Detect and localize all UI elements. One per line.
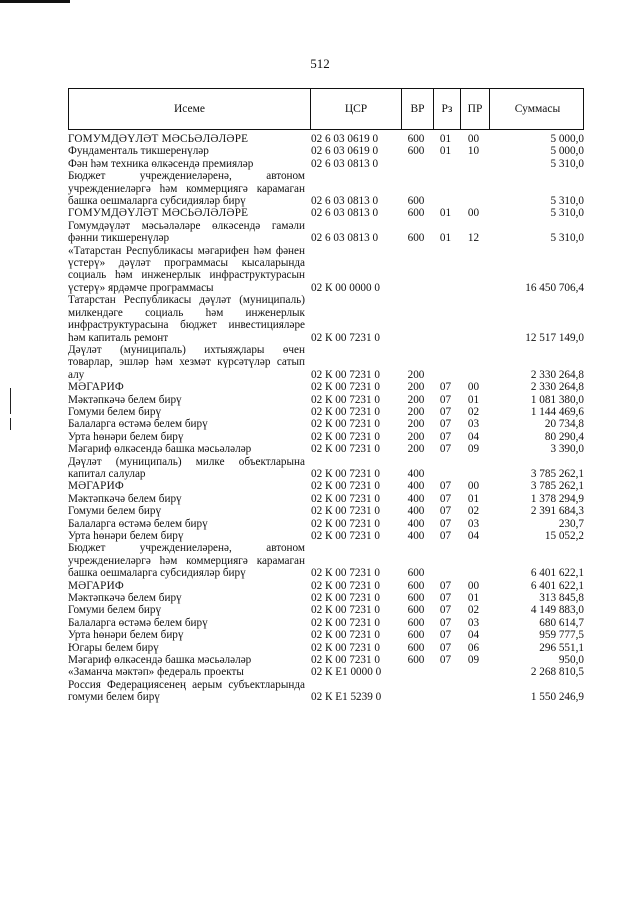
row-rz-code: 07 xyxy=(439,492,452,505)
table-row xyxy=(68,604,584,616)
row-csr-code: 02 К 00 7231 0 xyxy=(311,443,380,456)
table-row xyxy=(68,542,584,579)
row-csr-code: 02 6 03 0619 0 xyxy=(311,133,379,145)
row-csr-code: 02 К 00 7231 0 xyxy=(311,418,380,431)
row-name: Фән һәм техника өлкәсендә премияләр xyxy=(68,157,254,170)
header-pr: ПР xyxy=(460,89,489,129)
row-pr-code: 04 xyxy=(467,530,480,542)
row-sum: 3 390,0 xyxy=(550,443,584,456)
row-pr-code: 09 xyxy=(467,654,480,667)
row-rz-code: 07 xyxy=(439,405,452,418)
row-name: Югары белем бирү xyxy=(68,641,159,654)
row-sum: 1 144 469,6 xyxy=(530,405,584,418)
row-rz-code: 07 xyxy=(439,530,452,542)
table-row xyxy=(68,207,584,219)
row-name: Мәктәпкәчә белем бирү xyxy=(68,592,182,605)
row-sum: 313 845,8 xyxy=(539,592,584,605)
row-rz-code: 01 xyxy=(439,133,452,145)
row-rz-code: 07 xyxy=(439,430,452,443)
row-csr-code: 02 К 00 7231 0 xyxy=(311,629,380,642)
row-name: Гомуми белем бирү xyxy=(68,505,162,518)
row-pr-code: 04 xyxy=(467,629,480,642)
table-row xyxy=(68,480,584,492)
row-sum: 5 310,0 xyxy=(550,195,584,208)
row-sum: 296 551,1 xyxy=(539,641,584,654)
row-sum: 2 330 264,8 xyxy=(530,368,584,381)
row-pr-code: 00 xyxy=(467,480,480,493)
row-rz-code: 07 xyxy=(439,641,452,654)
row-rz-code: 07 xyxy=(439,418,452,431)
row-vr-code: 600 xyxy=(407,195,425,208)
row-vr-code: 200 xyxy=(407,393,425,406)
row-rz-code: 07 xyxy=(439,505,452,518)
header-sum: Суммасы xyxy=(489,89,585,129)
table-row xyxy=(68,145,584,157)
row-rz-code: 07 xyxy=(439,604,452,617)
table-row xyxy=(68,580,584,592)
row-pr-code: 06 xyxy=(467,641,480,654)
row-sum: 16 450 706,4 xyxy=(525,281,584,294)
row-csr-code: 02 К 00 7231 0 xyxy=(311,567,380,580)
row-vr-code: 600 xyxy=(407,604,425,617)
row-csr-code: 02 К 00 7231 0 xyxy=(311,405,380,418)
row-vr-code: 600 xyxy=(407,232,425,245)
row-csr-code: 02 К 00 7231 0 xyxy=(311,492,380,505)
row-vr-code: 600 xyxy=(407,629,425,642)
row-csr-code: 02 К Е1 5239 0 xyxy=(311,691,382,704)
row-rz-code: 07 xyxy=(439,393,452,406)
table-body xyxy=(68,133,584,704)
page-number: 512 xyxy=(310,56,330,71)
row-csr-code: 02 6 03 0619 0 xyxy=(311,145,379,158)
row-csr-code: 02 К 00 7231 0 xyxy=(311,331,380,344)
row-csr-code: 02 К 00 7231 0 xyxy=(311,393,380,406)
row-csr-code: 02 К 00 7231 0 xyxy=(311,592,380,605)
row-rz-code: 01 xyxy=(439,207,452,220)
row-csr-code: 02 К 00 7231 0 xyxy=(311,530,380,542)
row-sum: 2 268 810,5 xyxy=(530,666,584,679)
row-name: Россия Федерациясенең аерым субъектларында гомуми белем бирү xyxy=(68,678,305,704)
row-csr-code: 02 К 00 7231 0 xyxy=(311,480,380,493)
row-sum: 6 401 622,1 xyxy=(530,579,584,592)
row-rz-code: 07 xyxy=(439,654,452,667)
row-csr-code: 02 6 03 0813 0 xyxy=(311,195,379,208)
row-name: Гомумдәүләт мәсьәләләре өлкәсендә гамәли фәнни тикшеренүләр xyxy=(68,219,305,245)
row-name: Мәктәпкәчә белем бирү xyxy=(68,492,182,505)
row-vr-code: 200 xyxy=(407,418,425,431)
row-pr-code: 00 xyxy=(467,579,480,592)
row-vr-code: 600 xyxy=(407,592,425,605)
row-vr-code: 600 xyxy=(407,579,425,592)
row-rz-code: 01 xyxy=(439,145,452,158)
row-rz-code: 07 xyxy=(439,517,452,530)
table-row xyxy=(68,418,584,430)
row-csr-code: 02 6 03 0813 0 xyxy=(311,232,379,245)
row-pr-code: 02 xyxy=(467,604,480,617)
row-pr-code: 00 xyxy=(467,133,480,145)
row-name: Балаларга өстәмә белем бирү xyxy=(68,517,208,530)
row-csr-code: 02 К 00 7231 0 xyxy=(311,641,380,654)
row-csr-code: 02 К 00 7231 0 xyxy=(311,430,380,443)
row-pr-code: 03 xyxy=(467,418,480,431)
row-vr-code: 600 xyxy=(407,207,425,220)
row-name: Балаларга өстәмә белем бирү xyxy=(68,418,208,431)
table-row xyxy=(68,666,584,678)
row-csr-code: 02 К 00 7231 0 xyxy=(311,368,380,381)
row-sum: 12 517 149,0 xyxy=(525,331,584,344)
row-vr-code: 400 xyxy=(407,480,425,493)
header-rz: Рз xyxy=(433,89,460,129)
row-sum: 80 290,4 xyxy=(544,430,584,443)
row-csr-code: 02 6 03 0813 0 xyxy=(311,207,379,220)
row-pr-code: 02 xyxy=(467,505,480,518)
row-sum: 4 149 883,0 xyxy=(530,604,584,617)
row-pr-code: 01 xyxy=(467,592,480,605)
row-name: Дәүләт (муниципаль) ихтыяҗлары өчен товарлар, эшләр һәм хезмәт күрсәтүләр сатып алу xyxy=(68,343,305,381)
row-csr-code: 02 К Е1 0000 0 xyxy=(311,666,382,679)
row-sum: 1 378 294,9 xyxy=(530,492,584,505)
row-vr-code: 600 xyxy=(407,567,425,580)
row-pr-code: 00 xyxy=(467,381,480,394)
row-name: Мәгариф өлкәсендә башка мәсьәләләр xyxy=(68,654,252,667)
table-row xyxy=(68,679,584,704)
row-sum: 2 391 684,3 xyxy=(530,505,584,518)
row-name: Фундаменталь тикшеренүләр xyxy=(68,145,209,158)
table-row xyxy=(68,443,584,455)
header-vr: ВР xyxy=(401,89,433,129)
row-vr-code: 200 xyxy=(407,381,425,394)
row-sum: 959 777,5 xyxy=(539,629,584,642)
row-pr-code: 03 xyxy=(467,616,480,629)
row-sum: 3 785 262,1 xyxy=(530,480,584,493)
header-csr: ЦСР xyxy=(310,89,401,129)
row-csr-code: 02 К 00 7231 0 xyxy=(311,654,380,667)
table-row xyxy=(68,381,584,393)
row-pr-code: 00 xyxy=(467,207,480,220)
row-sum: 5 310,0 xyxy=(550,232,584,245)
table-header xyxy=(68,88,584,130)
row-name: МӘГАРИФ xyxy=(68,480,124,493)
budget-table xyxy=(68,88,584,704)
row-name: Урта һөнәри белем бирү xyxy=(68,629,184,642)
row-csr-code: 02 6 03 0813 0 xyxy=(311,157,379,170)
row-name: ГОМУМДӘҮЛӘТ МӘСЬӘЛӘЛӘРЕ xyxy=(68,133,249,145)
row-vr-code: 400 xyxy=(407,505,425,518)
row-sum: 20 734,8 xyxy=(544,418,584,431)
row-name: Бюджет учреждениеләренә, автоном учреждениеләргә һәм коммерциягә карамаган башка оешмаларга субсидияләр бирү xyxy=(68,170,305,208)
row-name: Урта һөнәри белем бирү xyxy=(68,430,184,443)
row-pr-code: 01 xyxy=(467,393,480,406)
table-row xyxy=(68,592,584,604)
row-rz-code: 07 xyxy=(439,480,452,493)
row-name: Дәүләт (муниципаль) милке объектларына капитал салулар xyxy=(68,455,305,480)
row-rz-code: 07 xyxy=(439,443,452,456)
table-row xyxy=(68,245,584,295)
row-pr-code: 12 xyxy=(467,232,480,245)
row-rz-code: 07 xyxy=(439,579,452,592)
row-pr-code: 04 xyxy=(467,430,480,443)
table-row xyxy=(68,220,584,245)
table-row xyxy=(68,344,584,381)
row-vr-code: 600 xyxy=(407,133,425,145)
scan-edge-mark xyxy=(0,0,70,3)
row-sum: 5 310,0 xyxy=(550,157,584,170)
row-sum: 230,7 xyxy=(558,517,584,530)
row-sum: 1 081 380,0 xyxy=(530,393,584,406)
row-name: Мәктәпкәчә белем бирү xyxy=(68,393,182,406)
row-name: Бюджет учреждениеләренә, автоном учреждениеләргә һәм коммерциягә карамаган башка оешмаларга субсидияләр бирү xyxy=(68,542,305,580)
table-row xyxy=(68,456,584,481)
row-name: Балаларга өстәмә белем бирү xyxy=(68,616,208,629)
row-rz-code: 07 xyxy=(439,381,452,394)
table-row xyxy=(68,629,584,641)
row-vr-code: 200 xyxy=(407,430,425,443)
table-row xyxy=(68,505,584,517)
row-pr-code: 09 xyxy=(467,443,480,456)
row-csr-code: 02 К 00 7231 0 xyxy=(311,517,380,530)
table-row xyxy=(68,617,584,629)
row-csr-code: 02 К 00 7231 0 xyxy=(311,505,380,518)
row-rz-code: 07 xyxy=(439,629,452,642)
table-row xyxy=(68,158,584,170)
row-rz-code: 01 xyxy=(439,232,452,245)
row-vr-code: 400 xyxy=(407,517,425,530)
row-name: Мәгариф өлкәсендә башка мәсьәләләр xyxy=(68,443,252,456)
table-row xyxy=(68,654,584,666)
table-row xyxy=(68,294,584,344)
row-name: «Татарстан Республикасы мәгарифен һәм фәнен үстерү» дәүләт программасы кысаларында социаль һәм инженерлык инфраструктурасын үстерү» ярдәмче программасы xyxy=(68,244,305,294)
row-name: Татарстан Республикасы дәүләт (муниципаль) милкендәге социаль һәм инженерлык инфраструктурасына бюджет инвестицияләре һәм капиталь ремонт xyxy=(68,294,305,344)
row-rz-code: 07 xyxy=(439,616,452,629)
row-vr-code: 200 xyxy=(407,443,425,456)
row-sum: 3 785 262,1 xyxy=(530,467,584,480)
row-vr-code: 600 xyxy=(407,641,425,654)
row-name: «Заманча мәктәп» федераль проекты xyxy=(68,666,244,679)
row-pr-code: 01 xyxy=(467,492,480,505)
row-csr-code: 02 К 00 7231 0 xyxy=(311,616,380,629)
row-vr-code: 400 xyxy=(407,530,425,542)
header-name: Исеме xyxy=(173,103,206,115)
row-csr-code: 02 К 00 7231 0 xyxy=(311,467,380,480)
row-csr-code: 02 К 00 7231 0 xyxy=(311,604,380,617)
row-name: МӘГАРИФ xyxy=(68,381,124,394)
row-name: Гомуми белем бирү xyxy=(68,604,162,617)
row-vr-code: 200 xyxy=(407,368,425,381)
row-sum: 680 614,7 xyxy=(539,616,584,629)
row-vr-code: 600 xyxy=(407,654,425,667)
table-row xyxy=(68,530,584,542)
row-name: МӘГАРИФ xyxy=(68,579,124,592)
table-row xyxy=(68,170,584,207)
row-csr-code: 02 К 00 7231 0 xyxy=(311,381,380,394)
row-sum: 5 000,0 xyxy=(550,133,584,145)
table-row xyxy=(68,493,584,505)
row-sum: 15 052,2 xyxy=(544,530,584,542)
row-vr-code: 400 xyxy=(407,467,425,480)
margin-mark xyxy=(10,388,11,414)
row-sum: 5 000,0 xyxy=(550,145,584,158)
row-name: Урта һөнәри белем бирү xyxy=(68,530,184,542)
table-row xyxy=(68,642,584,654)
row-sum: 5 310,0 xyxy=(550,207,584,220)
row-csr-code: 02 К 00 0000 0 xyxy=(311,281,380,294)
row-sum: 1 550 246,9 xyxy=(530,691,584,704)
table-row xyxy=(68,518,584,530)
row-name: Гомуми белем бирү xyxy=(68,405,162,418)
row-rz-code: 07 xyxy=(439,592,452,605)
margin-mark xyxy=(10,418,11,430)
table-row xyxy=(68,406,584,418)
row-pr-code: 03 xyxy=(467,517,480,530)
row-pr-code: 10 xyxy=(467,145,480,158)
row-sum: 6 401 622,1 xyxy=(530,567,584,580)
row-sum: 950,0 xyxy=(558,654,584,667)
row-vr-code: 600 xyxy=(407,145,425,158)
row-pr-code: 02 xyxy=(467,405,480,418)
row-vr-code: 400 xyxy=(407,492,425,505)
row-name: ГОМУМДӘҮЛӘТ МӘСЬӘЛӘЛӘРЕ xyxy=(68,207,249,220)
row-vr-code: 200 xyxy=(407,405,425,418)
table-row xyxy=(68,394,584,406)
table-row xyxy=(68,133,584,145)
row-vr-code: 600 xyxy=(407,616,425,629)
table-row xyxy=(68,431,584,443)
row-sum: 2 330 264,8 xyxy=(530,381,584,394)
row-csr-code: 02 К 00 7231 0 xyxy=(311,579,380,592)
